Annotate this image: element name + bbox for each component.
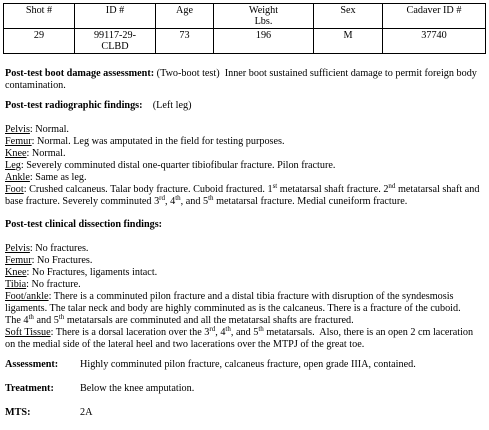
- clin-foot-line-2: ligaments. The talar neck and body are highly comminuted as is the calcaneus. There is a fracture of the cuboid.: [5, 303, 461, 314]
- cell-weight: 196: [214, 29, 314, 54]
- radiographic-heading: Post-test radiographic findings:: [5, 100, 143, 111]
- clin-foot-line-1: Foot/ankle: There is a comminuted pilon fracture and a distal tibia fracture with disruption of the syndesmosis: [5, 291, 454, 302]
- clin-soft-line-2: on the medial side of the lateral heel and two lacerations over the MTPJ of the great toe.: [5, 339, 365, 350]
- clinical-dissection-section: [5, 219, 485, 351]
- clin-femur-line: Femur: No Fractures.: [5, 255, 93, 266]
- shot-info-table: [3, 3, 486, 54]
- table-row: [4, 29, 486, 54]
- mts-label: MTS:: [5, 407, 31, 418]
- header-sex: Sex: [314, 4, 383, 29]
- mts-row: [5, 407, 485, 419]
- cell-cadaver-id: 37740: [383, 29, 486, 54]
- cell-age: 73: [156, 29, 214, 54]
- radio-foot-line: Foot: Crushed calcaneus. Talar body fracture. Cuboid fractured. 1st metatarsal shaft fracture. 2nd metatarsal shaft and: [5, 182, 480, 195]
- clin-tibia-line: Tibia: No fracture.: [5, 279, 81, 290]
- radio-foot-line-2: base fracture. Severely comminuted 3rd, 4th, and 5th metatarsal fracture. Medial cuneiform fracture.: [5, 194, 408, 207]
- header-weight: Weight Lbs.: [214, 4, 314, 29]
- clin-knee-line: Knee: No Fractures, ligaments intact.: [5, 267, 158, 278]
- table-header-row: [4, 4, 486, 29]
- clinical-heading: Post-test clinical dissection findings:: [5, 219, 163, 230]
- header-age: Age: [156, 4, 214, 29]
- treatment-row: [5, 383, 485, 395]
- radio-knee-line: Knee: Normal.: [5, 148, 66, 159]
- header-shot: Shot #: [4, 4, 75, 29]
- assessment-row: [5, 359, 485, 371]
- cell-id: 99117-29- CLBD: [75, 29, 156, 54]
- header-id: ID #: [75, 4, 156, 29]
- boot-damage-text-2: contamination.: [5, 80, 66, 91]
- radiographic-side: (Left leg): [142, 100, 192, 111]
- radiographic-section: [5, 100, 485, 208]
- radio-pelvis-line: Pelvis: Normal.: [5, 124, 69, 135]
- boot-damage-section: [5, 68, 485, 92]
- clin-foot-line-3: The 4th and 5th metatarsals are comminuted and all the metatarsal shafts are fractured.: [5, 313, 354, 326]
- assessment-label: Assessment:: [5, 359, 59, 370]
- radio-ankle-line: Ankle: Same as leg.: [5, 172, 87, 183]
- cell-sex: M: [314, 29, 383, 54]
- radio-leg-line: Leg: Severely comminuted distal one-quarter tibiofibular fracture. Pilon fracture.: [5, 160, 336, 171]
- clin-pelvis-line: Pelvis: No fractures.: [5, 243, 89, 254]
- treatment-label: Treatment:: [5, 383, 54, 394]
- assessment-value: Highly comminuted pilon fracture, calcaneus fracture, open grade IIIA, contained.: [80, 359, 416, 370]
- mts-value: 2A: [80, 407, 93, 418]
- boot-damage-text-1: (Two-boot test) Inner boot sustained sufficient damage to permit foreign body: [154, 68, 477, 79]
- cell-shot: 29: [4, 29, 75, 54]
- radio-femur-line: Femur: Normal. Leg was amputated in the field for testing purposes.: [5, 136, 285, 147]
- boot-damage-label: Post-test boot damage assessment:: [5, 68, 155, 79]
- header-cadaver-id: Cadaver ID #: [383, 4, 486, 29]
- clin-soft-line-1: Soft Tissue: There is a dorsal laceration over the 3rd, 4th, and 5th metatarsals. Also, there is an open 2 cm laceration: [5, 325, 474, 338]
- treatment-value: Below the knee amputation.: [80, 383, 195, 394]
